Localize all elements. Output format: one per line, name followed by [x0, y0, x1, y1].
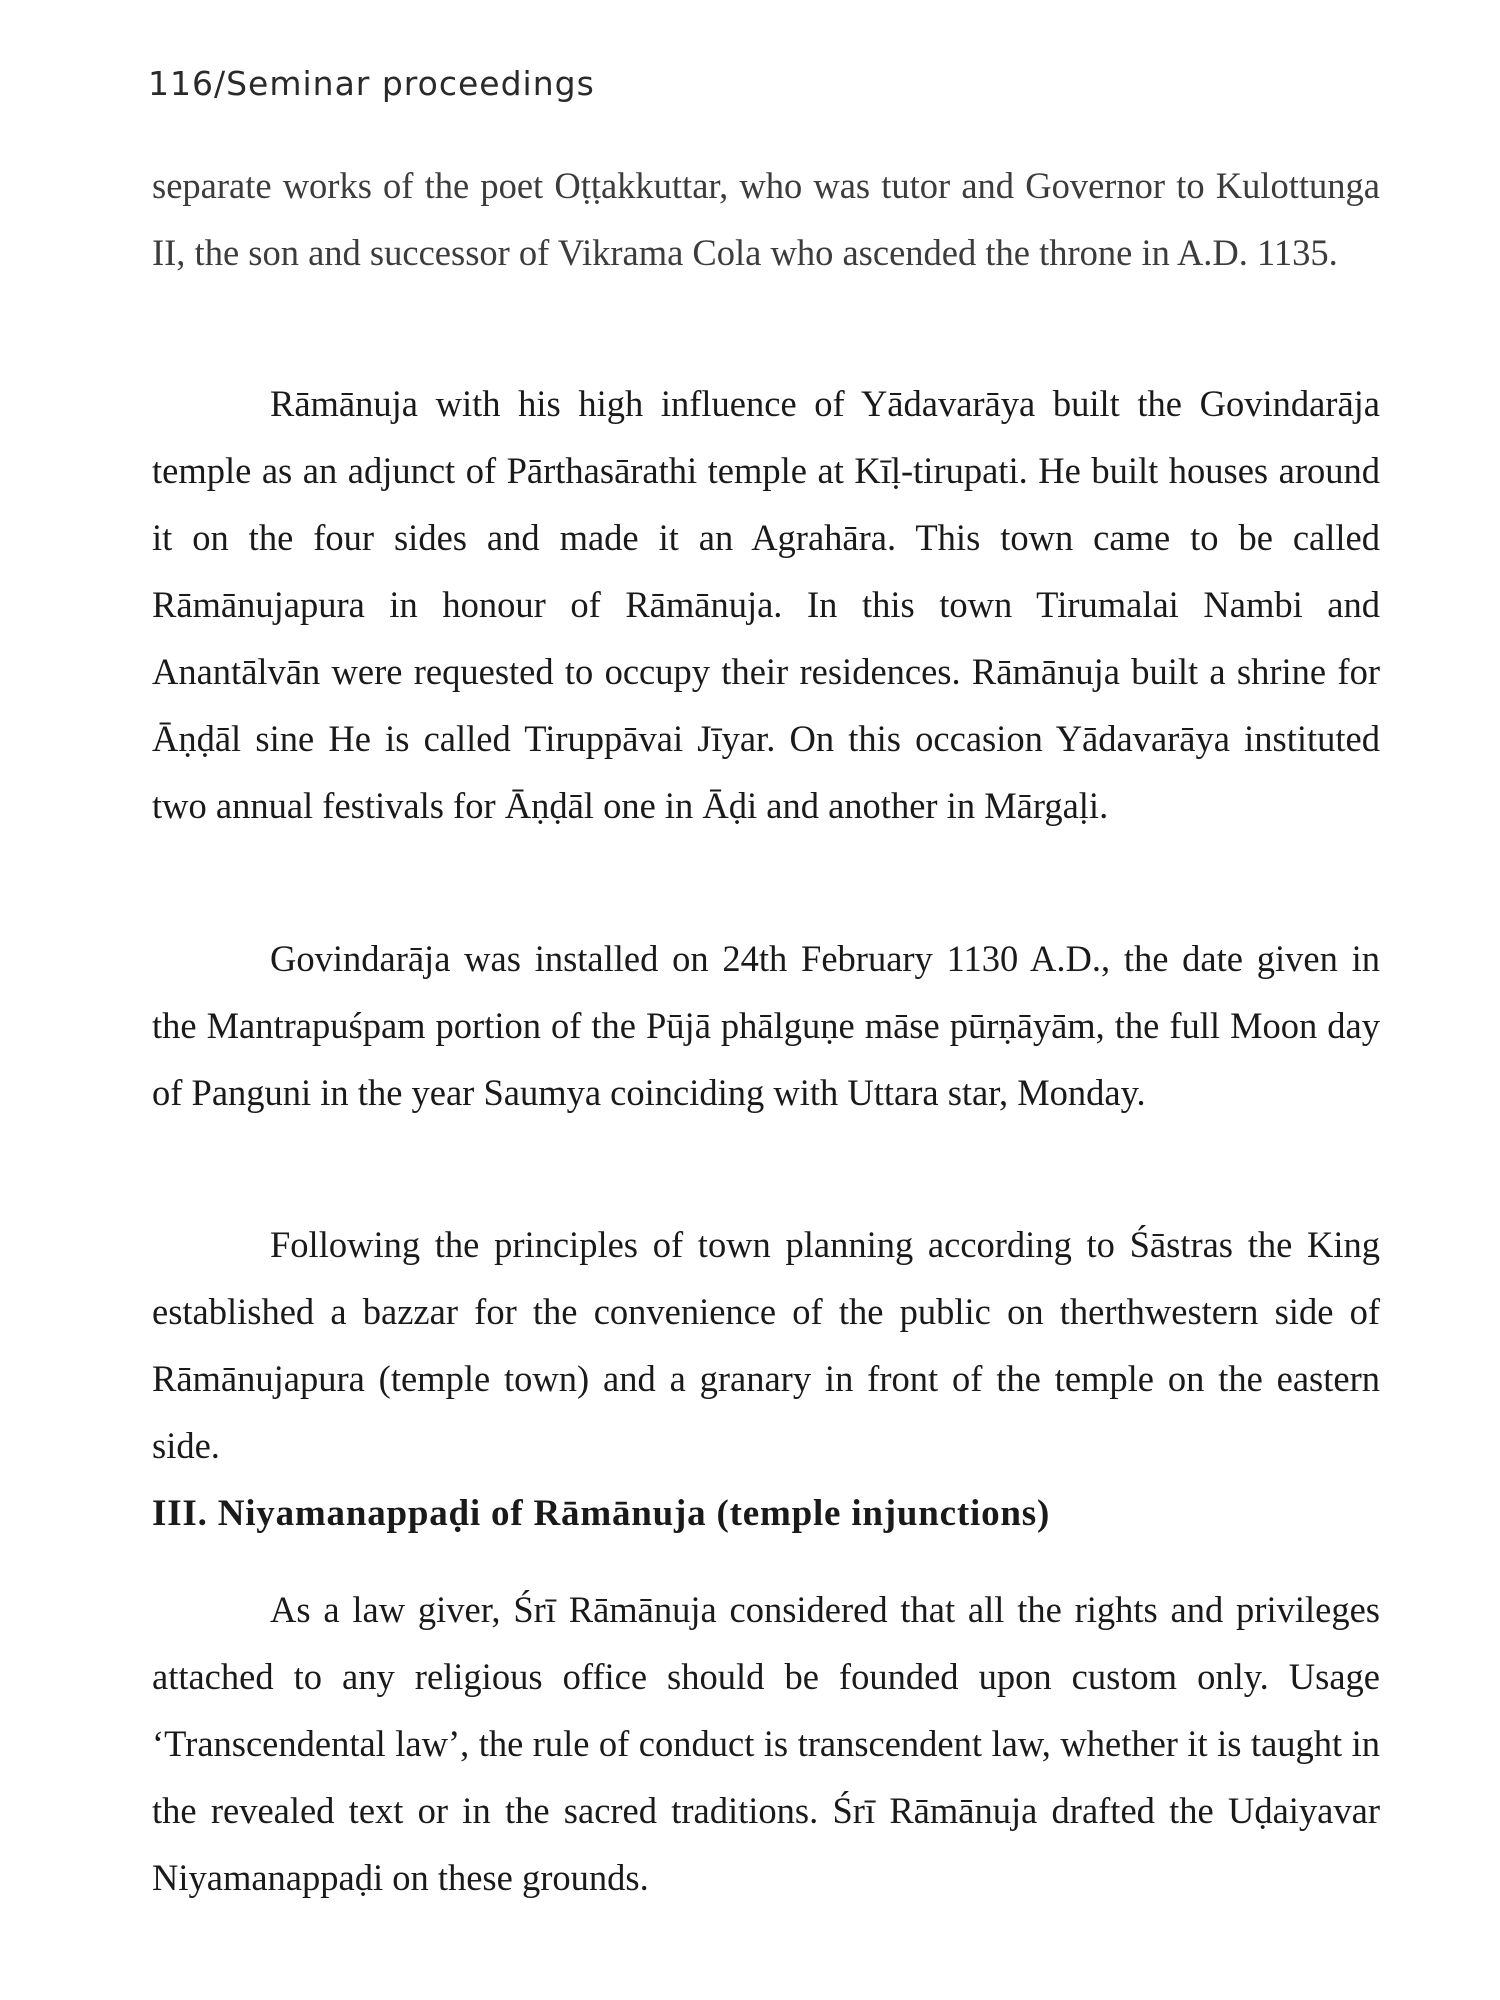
paragraph-installation-date: Govindarāja was installed on 24th February 1130 A.D., the date given in the Mantrapuśpam portion of the Pūjā phālguṇe māse pūrṇāyām, the full Moon day of Panguni in the year Saumya coinciding with Uttara star, Monday. [152, 938, 1380, 1113]
paragraph-law-giver: As a law giver, Śrī Rāmānuja considered that all the rights and privileges attached to any religious office should be founded upon custom only. Usage ‘Transcendental law’, the rule of conduct is transcendent law, whether it is taught in the revealed text or in the sacred traditions. Śrī Rāmānuja drafted the Uḍaiyavar Niyamanappaḍi on these grounds. [152, 1589, 1380, 1898]
paragraph-continuation: separate works of the poet Oṭṭakkuttar, who was tutor and Governor to Kulottunga II, the son and successor of Vikrama Cola who ascended the throne in A.D. 1135. [152, 165, 1380, 273]
paragraph-town-planning: Following the principles of town planning according to Śāstras the King established a bazzar for the convenience of the public on therthwestern side of Rāmānujapura (temple town) and a granary in front of the temple on the eastern side. [152, 1224, 1380, 1466]
running-head: 116/Seminar proceedings [148, 64, 595, 103]
section-heading: III. Niyamanappaḍi of Rāmānuja (temple injunctions) [152, 1493, 1051, 1534]
paragraph-govindaraja-temple: Rāmānuja with his high influence of Yādavarāya built the Govindarāja temple as an adjunct of Pārthasārathi temple at Kīḷ-tirupati. He built houses around it on the four sides and made it an Agrahāra. This town came to be called Rāmānujapura in honour of Rāmānuja. In this town Tirumalai Nambi and Anantālvān were requested to occupy their residences. Rāmānuja built a shrine for Āṇḍāl sine He is called Tiruppāvai Jīyar. On this occasion Yādavarāya instituted two annual festivals for Āṇḍāl one in Āḍi and another in Mārgaḷi. [152, 383, 1380, 826]
